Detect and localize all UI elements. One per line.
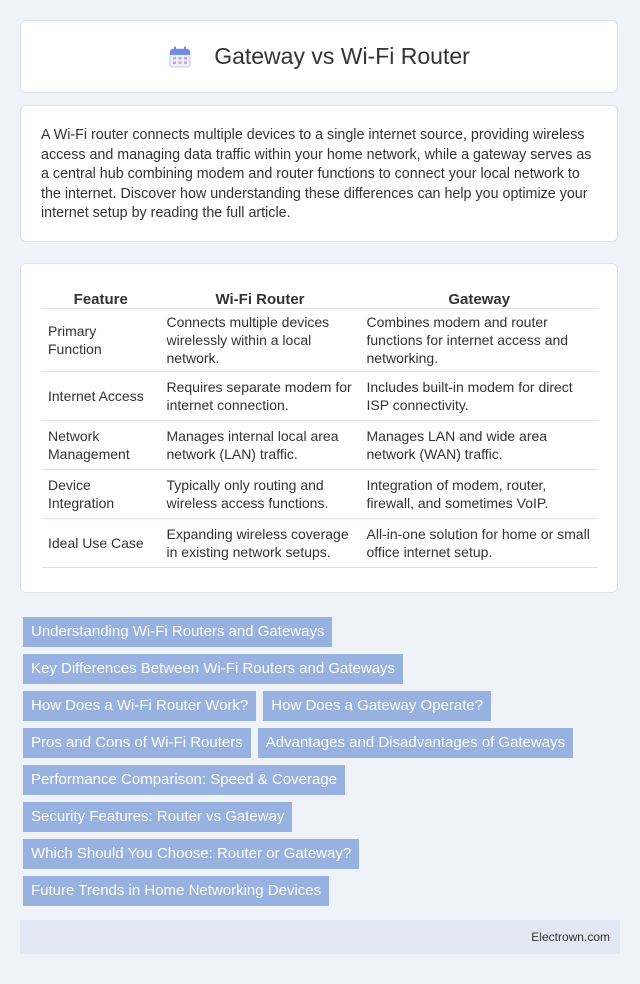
tag-row <box>23 728 613 758</box>
table-cell-gateway: All-in-one solution for home or small office internet setup. <box>360 519 598 568</box>
topic-link[interactable]: Which Should You Choose: Router or Gateway? <box>23 839 359 869</box>
footer <box>20 920 620 954</box>
table-cell-gateway: Combines modem and router functions for internet access and networking. <box>360 309 598 372</box>
table-cell-router: Requires separate modem for internet connection. <box>160 372 360 421</box>
related-topics <box>23 617 613 913</box>
table-row <box>42 309 598 372</box>
topic-link[interactable]: Pros and Cons of Wi-Fi Routers <box>23 728 251 758</box>
topic-link[interactable]: How Does a Gateway Operate? <box>263 691 491 721</box>
table-header-row <box>42 286 598 309</box>
table-cell-feature: Network Management <box>42 421 160 470</box>
tag-row <box>23 839 613 869</box>
table-cell-feature: Primary Function <box>42 309 160 372</box>
tag-row <box>23 876 613 906</box>
table-row <box>42 421 598 470</box>
table-cell-router: Manages internal local area network (LAN) traffic. <box>160 421 360 470</box>
comparison-table <box>42 286 598 568</box>
table-row <box>42 372 598 421</box>
table-cell-feature: Device Integration <box>42 470 160 519</box>
topic-link[interactable]: Advantages and Disadvantages of Gateways <box>258 728 573 758</box>
header-card <box>20 20 618 93</box>
column-header: Gateway <box>360 286 598 309</box>
table-cell-feature: Ideal Use Case <box>42 519 160 568</box>
topic-link[interactable]: Key Differences Between Wi-Fi Routers and Gateways <box>23 654 403 684</box>
table-cell-gateway: Integration of modem, router, firewall, and sometimes VoIP. <box>360 470 598 519</box>
table-cell-router: Expanding wireless coverage in existing network setups. <box>160 519 360 568</box>
topic-link[interactable]: Security Features: Router vs Gateway <box>23 802 292 832</box>
tag-row <box>23 765 613 795</box>
table-row <box>42 470 598 519</box>
tag-row <box>23 691 613 721</box>
table-cell-router: Typically only routing and wireless access functions. <box>160 470 360 519</box>
table-cell-router: Connects multiple devices wirelessly within a local network. <box>160 309 360 372</box>
intro-card <box>20 105 618 242</box>
tag-row <box>23 654 613 684</box>
calendar-icon <box>168 45 192 69</box>
tag-row <box>23 802 613 832</box>
tag-row <box>23 617 613 647</box>
topic-link[interactable]: How Does a Wi-Fi Router Work? <box>23 691 256 721</box>
table-cell-feature: Internet Access <box>42 372 160 421</box>
table-cell-gateway: Manages LAN and wide area network (WAN) traffic. <box>360 421 598 470</box>
column-header: Feature <box>42 286 160 309</box>
table-row <box>42 519 598 568</box>
column-header: Wi-Fi Router <box>160 286 360 309</box>
topic-link[interactable]: Performance Comparison: Speed & Coverage <box>23 765 345 795</box>
table-cell-gateway: Includes built-in modem for direct ISP connectivity. <box>360 372 598 421</box>
footer-site[interactable]: Electrown.com <box>531 930 610 944</box>
comparison-table-card <box>20 263 618 593</box>
intro-text: A Wi-Fi router connects multiple devices to a single internet source, providing wireless access and managing data traffic within your home network, while a gateway serves as a central hub combining modem and router functions to connect your local network to the internet. Discover how understanding these differences can help you optimize your internet setup by reading the full article. <box>41 127 592 221</box>
page-title: Gateway vs Wi-Fi Router <box>214 43 470 69</box>
topic-link[interactable]: Understanding Wi-Fi Routers and Gateways <box>23 617 332 647</box>
topic-link[interactable]: Future Trends in Home Networking Devices <box>23 876 329 906</box>
